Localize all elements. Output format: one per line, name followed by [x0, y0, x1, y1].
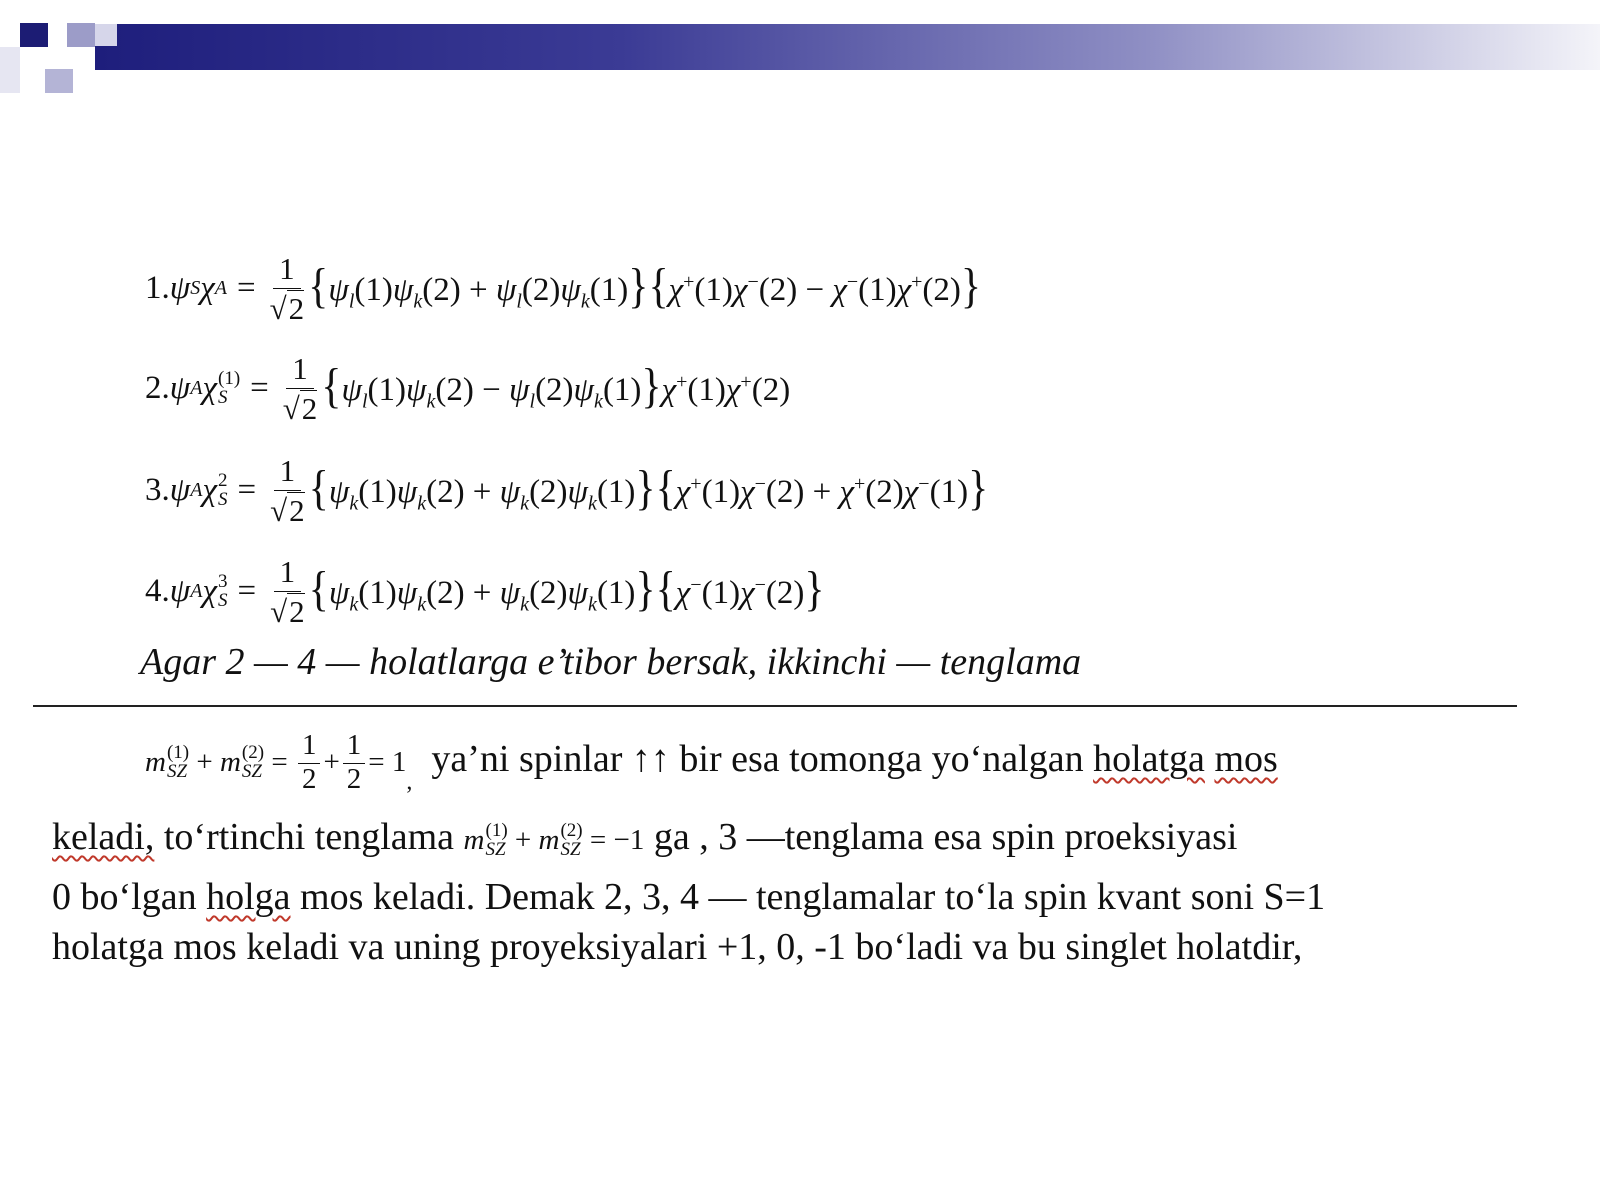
- equation-number: 3.: [145, 471, 170, 508]
- decor-square: [67, 47, 95, 71]
- equation-number: 2.: [145, 369, 170, 406]
- equation-number: 4.: [145, 572, 170, 609]
- subscript: S: [190, 276, 201, 299]
- paragraph-line-1: m (1) SZ + m (2) SZ = $\frac{1}{2}$ + $\frac{1}{2}$ = 1 $_,$ ya’ni spinlar ↑↑ bir esa tomonga yo‘nalgan holatga mos: [145, 729, 1278, 796]
- inline-math: m (1) SZ + m (2) SZ = $\frac{1}{2}$ + $\frac{1}{2}$ = 1: [145, 729, 407, 796]
- decor-square: [20, 23, 48, 47]
- equation-1: 1. ψ S χ A = $\frac{1}{√2}$ $\{\psi_l(1)\psi_k(2) + \psi_l(2)\psi_k(1)\}\{\chi^+(1)\chi^-(2) - \chi^-(1)\chi^+(2)\}$: [145, 250, 982, 326]
- equation-number: 1.: [145, 269, 170, 306]
- subscript: A: [214, 276, 227, 299]
- fraction: $\frac{1}{√2}$: [270, 553, 305, 629]
- italic-caption: Agar 2 — 4 — holatlarga e’tibor bersak, ikkinchi — tenglama: [140, 641, 1082, 683]
- paragraph-line-2: keladi, to‘rtinchi tenglama m (1) SZ + m (2) SZ = −1 ga , 3 —tenglama esa spin proeksiyasi: [52, 816, 1238, 861]
- equation-4: 4. ψ A χ 3 S = $\frac{1}{√2}$ $\{\psi_k(1)\psi_k(2) + \psi_k(2)\psi_k(1)\}\{\chi^-(1)\chi^-(2)\}$: [145, 553, 825, 629]
- decor-square: [95, 24, 117, 46]
- paragraph-line-3: 0 bo‘lgan holga mos keladi. Demak 2, 3, 4 — tenglamalar to‘la spin kvant soni S=1: [52, 876, 1326, 918]
- divider: [33, 705, 1517, 707]
- decor-square: [45, 69, 73, 93]
- paragraph-line-4: holatga mos keladi va uning proyeksiyalari +1, 0, -1 bo‘ladi va bu singlet holatdir,: [52, 926, 1303, 968]
- fraction: $\frac{1}{√2}$: [270, 452, 305, 528]
- fraction: $\frac{1}{√2}$: [282, 350, 318, 426]
- decor-square: [0, 47, 20, 93]
- header-bar: [95, 24, 1600, 70]
- equation-3: 3. ψ A χ 2 S = $\frac{1}{√2}$ $\{\psi_k(1)\psi_k(2) + \psi_k(2)\psi_k(1)\}\{\chi^+(1)\chi^-(2) + \chi^+(2)\chi^-(1)\}$: [145, 452, 989, 528]
- fraction: $\frac{1}{√2}$: [269, 250, 305, 326]
- decor-square: [67, 23, 95, 47]
- equation-2: 2. ψ A χ (1) S = $\frac{1}{√2}$ $\{\psi_l(1)\psi_k(2) - \psi_l(2)\psi_k(1)\}\chi^+(1)\chi^+(2)$: [145, 350, 791, 426]
